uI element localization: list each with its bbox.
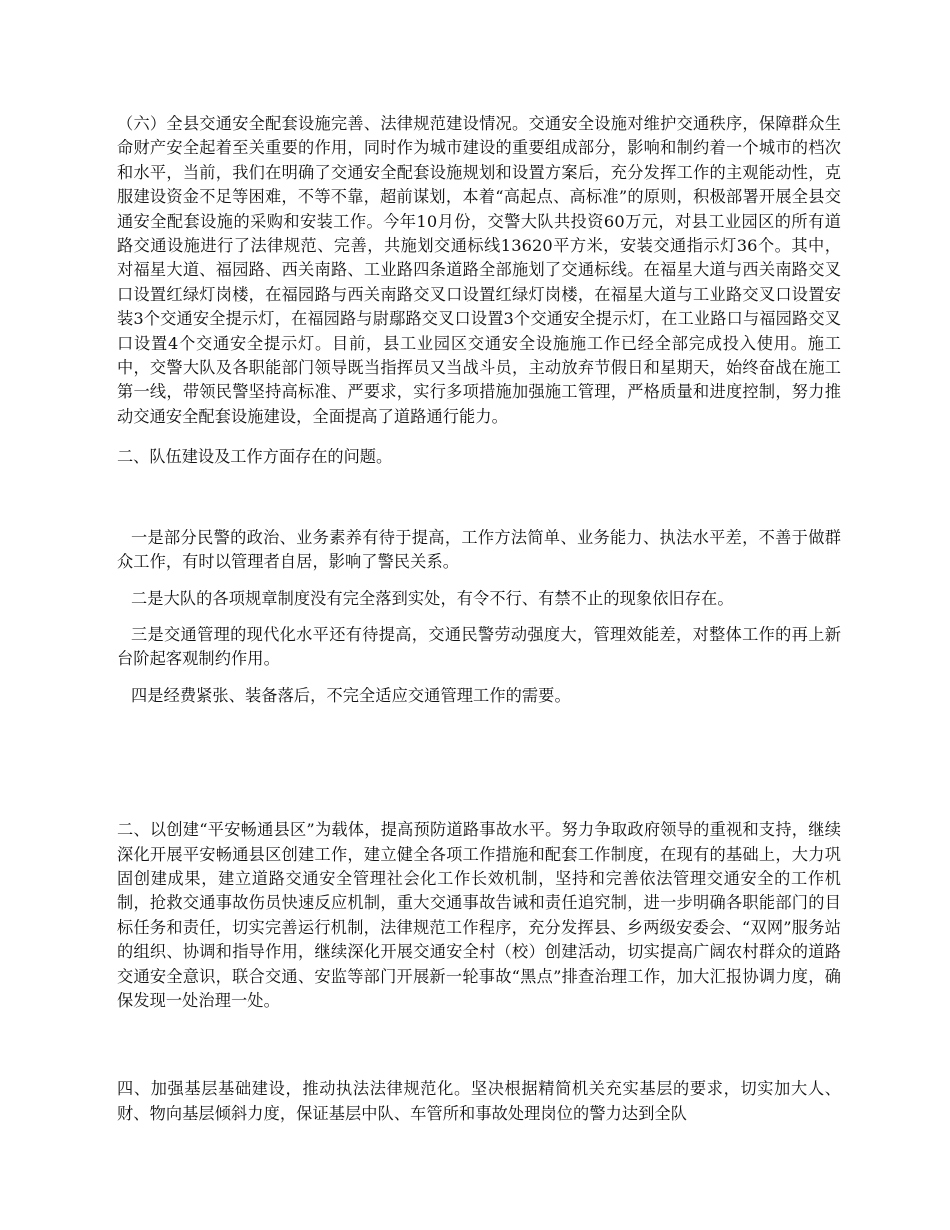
section-heading-problems: 二、队伍建设及工作方面存在的问题。 [117, 447, 393, 467]
paragraph-traffic-facilities: （六）全县交通安全配套设施完善、法律规范建设情况。交通安全设施对维护交通秩序，保障群众生命财产安全起着至关重要的作用，同时作为城市建设的重要组成部分，影响和制约着一个城市的档次和水平，当前，我们在明确了交通安全配套设施规划和设置方案后，充分发挥工作的主观能动性，克服建设资金不足等困难，不等不靠，超前谋划，本着“高起点、高标准”的原则，积极部署开展全县交通安全配套设施的采购和安装工作。今年10月份，交警大队共投资60万元，对县工业园区的所有道路交通设施进行了法律规范、完善，共施划交通标线13620平方米，安装交通指示灯36个。其中，对福星大道、福园路、西关南路、工业路四条道路全部施划了交通标线。在福星大道与西关南路交叉口设置红绿灯岗楼，在福园路与西关南路交叉口设置红绿灯岗楼，在福星大道与工业路交叉口设置安装3个交通安全提示灯，在福园路与尉鄢路交叉口设置3个交通安全提示灯，在工业路口与福园路交叉口设置4个交通安全提示灯。目前，县工业园区交通安全设施施工作已经全部完成投入使用。施工中，交警大队及各职能部门领导既当指挥员又当战斗员，主动放弃节假日和星期天，始终奋战在施工第一线，带领民警坚持高标准、严要求，实行多项措施加强施工管理，严格质量和进度控制，努力推动交通安全配套设施建设，全面提高了道路通行能力。 [117, 114, 841, 426]
paragraph-problem-four: 四是经费紧张、装备落后，不完全适应交通管理工作的需要。 [131, 685, 571, 705]
paragraph-problem-two: 二是大队的各项规章制度没有完全落到实处，有令不行、有禁不止的现象依旧存在。 [131, 588, 734, 608]
paragraph-problem-one: 一是部分民警的政治、业务素养有待于提高，工作方法简单、业务能力、执法水平差，不善于做群众工作，有时以管理者自居，影响了警民关系。 [117, 527, 841, 572]
paragraph-safe-county: 二、以创建“平安畅通县区”为载体，提高预防道路事故水平。努力争取政府领导的重视和支持，继续深化开展平安畅通县区创建工作，建立健全各项工作措施和配套工作制度，在现有的基础上，大力巩固创建成果，建立道路交通安全管理社会化工作长效机制，坚持和完善依法管理交通安全的工作机制，抢救交通事故伤员快速反应机制，重大交通事故告诫和责任追究制，进一步明确各职能部门的目标任务和责任，切实完善运行机制，法律规范工作程序，充分发挥县、乡两级安委会、“双网”服务站的组织、协调和指导作用，继续深化开展交通安全村（校）创建活动，切实提高广阔农村群众的道路交通安全意识，联合交通、安监等部门开展新一轮事故“黑点”排查治理工作，加大汇报协调力度，确保发现一处治理一处。 [117, 820, 841, 1010]
document-page [117, 112, 841, 1126]
paragraph-problem-three: 三是交通管理的现代化水平还有待提高，交通民警劳动强度大，管理效能差，对整体工作的再上新台阶起客观制约作用。 [117, 624, 841, 669]
paragraph-grassroots: 四、加强基层基础建设，推动执法法律规范化。坚决根据精简机关充实基层的要求，切实加大人、财、物向基层倾斜力度，保证基层中队、车管所和事故处理岗位的警力达到全队 [117, 1079, 841, 1123]
